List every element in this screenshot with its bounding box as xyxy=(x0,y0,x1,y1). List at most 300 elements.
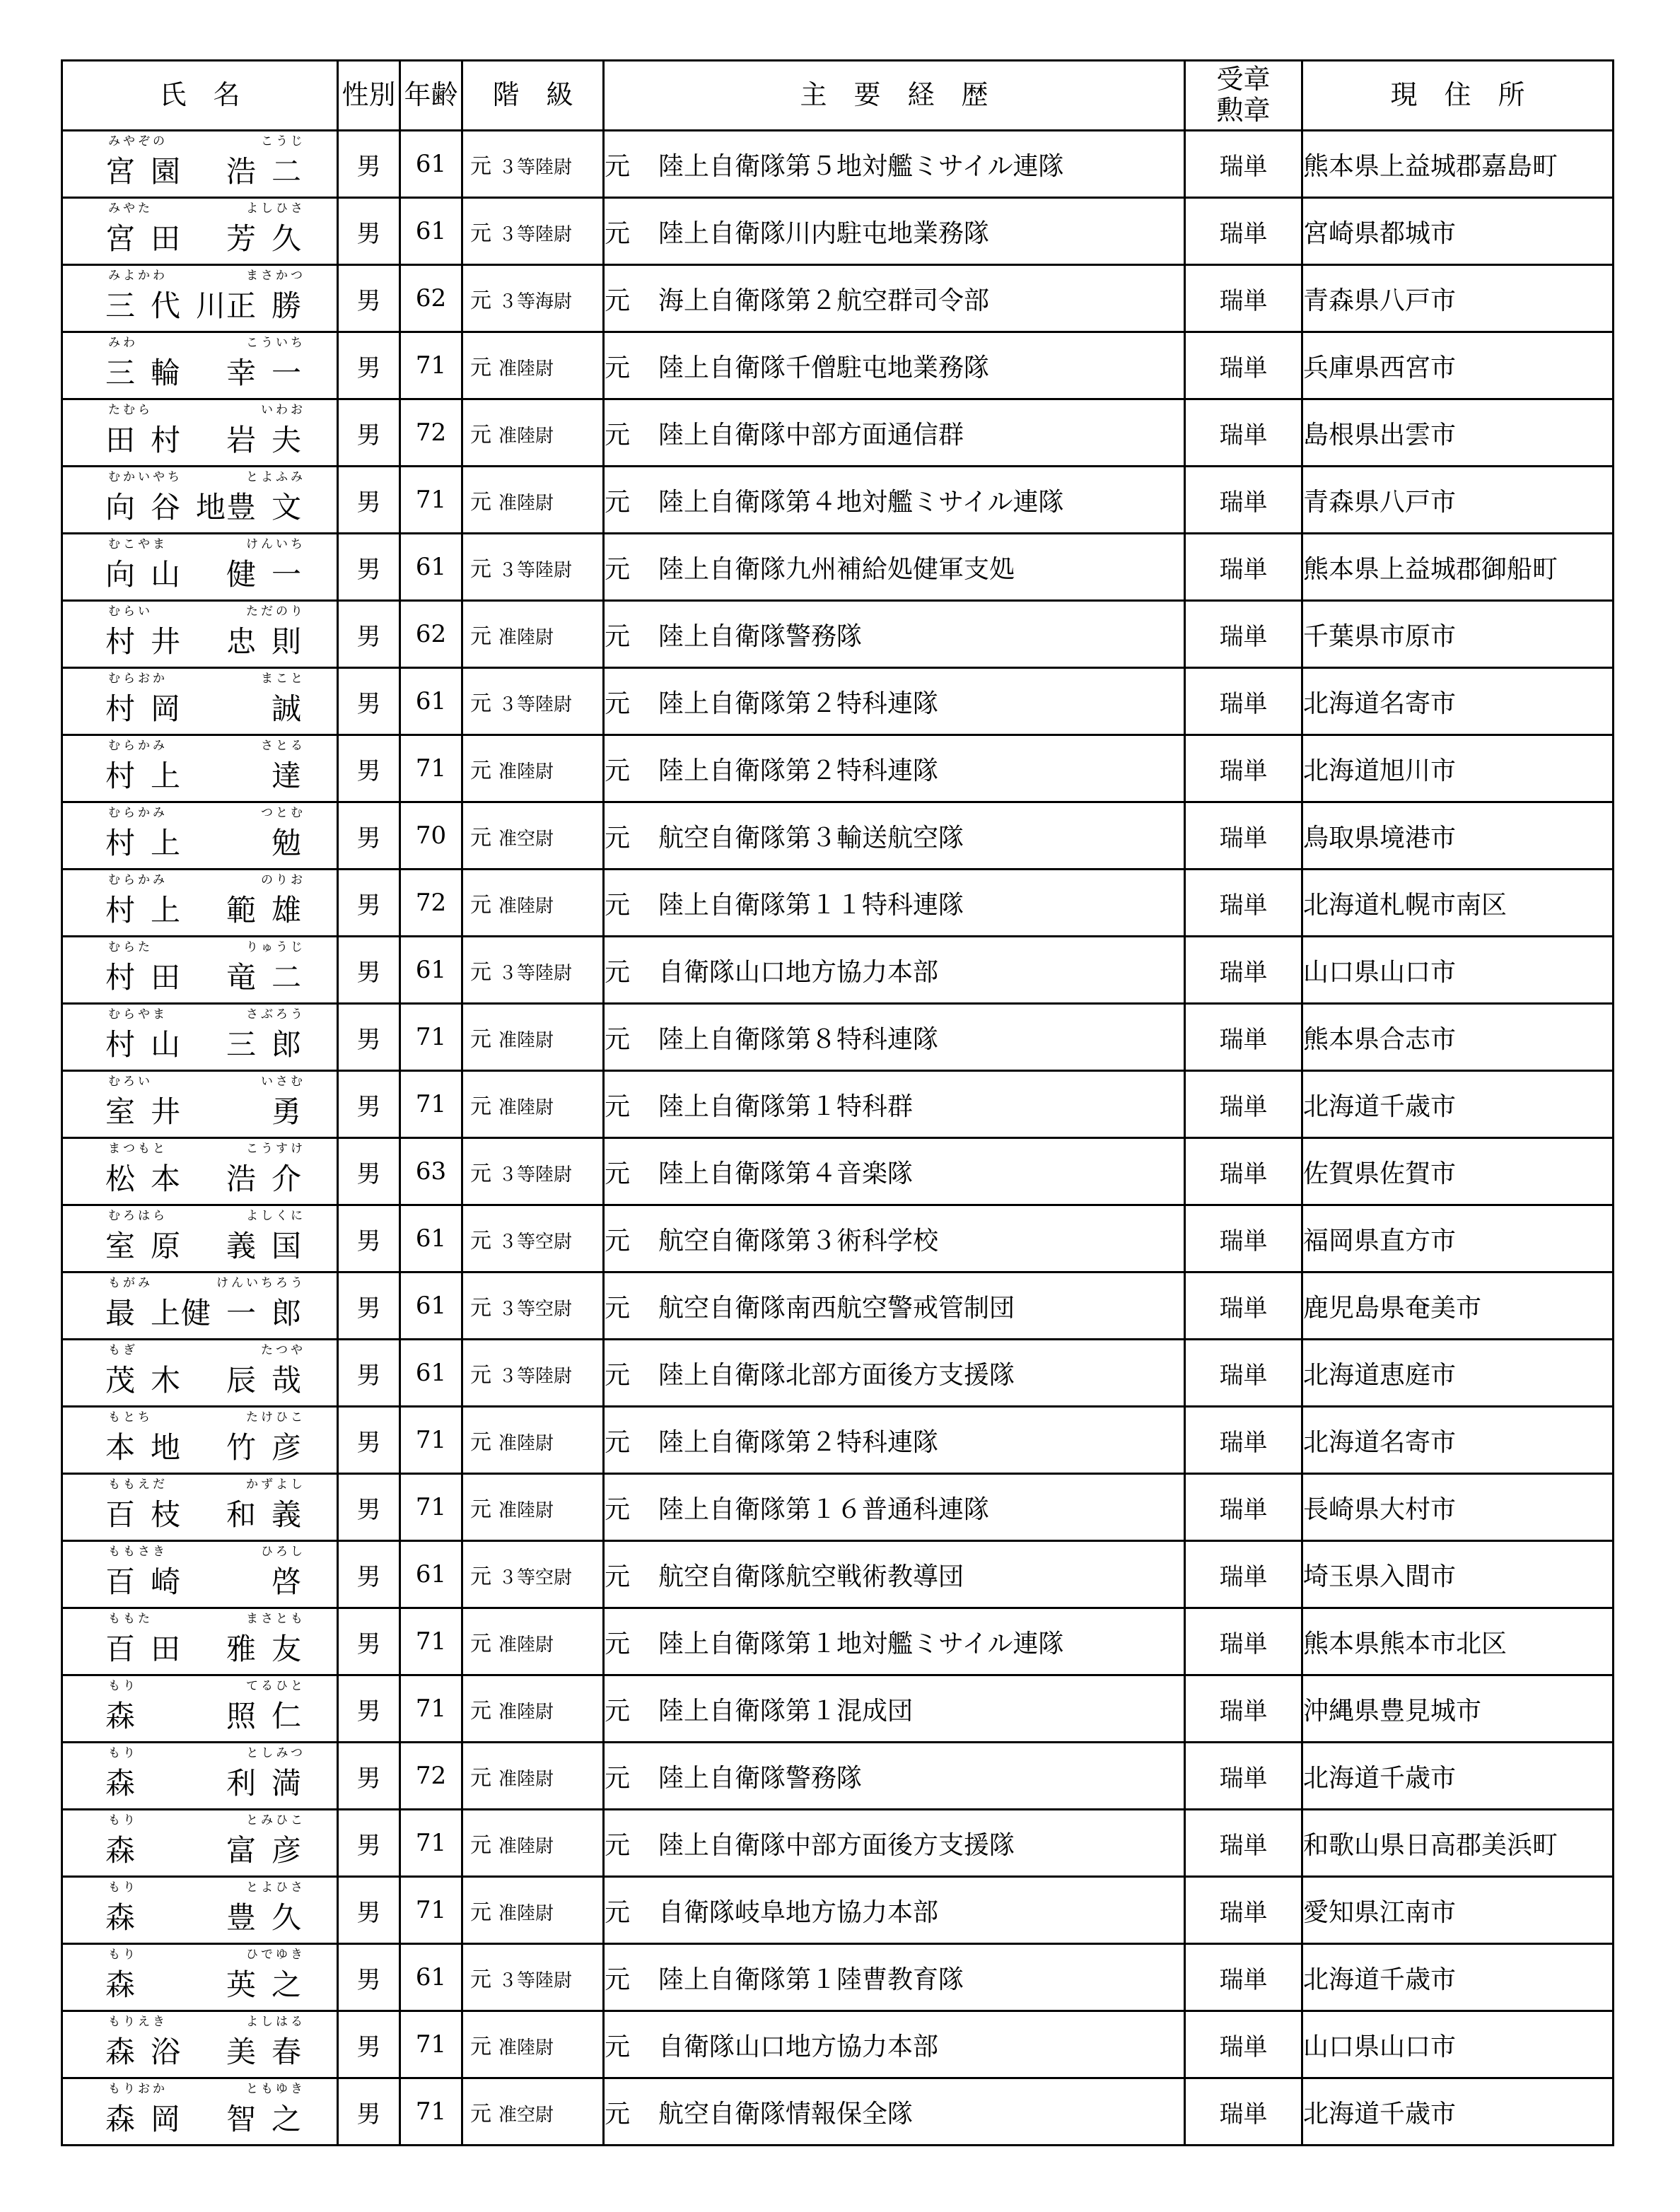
rank-cell xyxy=(462,467,604,534)
career-value: 航空自衛隊第３輸送航空隊 xyxy=(658,823,964,853)
name-wrap xyxy=(63,1005,337,1070)
career-cell xyxy=(604,1541,1185,1608)
rank-value: 准陸尉 xyxy=(498,1097,554,1118)
name-cell xyxy=(62,1071,338,1138)
table-row xyxy=(62,1071,1614,1138)
career-cell xyxy=(604,1340,1185,1407)
table-row xyxy=(62,1272,1614,1340)
name-wrap xyxy=(63,1408,337,1473)
career-cell xyxy=(604,534,1185,601)
given-name-reading: たつや xyxy=(261,1343,305,1357)
rank-value: 准陸尉 xyxy=(498,426,554,447)
given-name-reading: ひでゆき xyxy=(246,1948,305,1962)
surname: 村田 xyxy=(105,960,197,995)
career-value: 陸上自衛隊第４音楽隊 xyxy=(658,1159,914,1188)
given-name: 英之 xyxy=(226,1967,317,2002)
address-cell: 北海道千歳市 xyxy=(1302,1071,1614,1138)
surname-reading: もがみ xyxy=(108,1276,153,1290)
rank-value: ３等陸尉 xyxy=(498,157,573,178)
rank-prefix: 元 xyxy=(470,624,491,649)
given-name-reading: けんいちろう xyxy=(216,1276,305,1290)
medal-cell: 瑞単 xyxy=(1185,1675,1302,1743)
career-cell xyxy=(604,1608,1185,1675)
name-cell xyxy=(62,1877,338,1944)
career-value: 陸上自衛隊第２特科連隊 xyxy=(658,1427,939,1457)
table-row xyxy=(62,870,1614,937)
career-value: 航空自衛隊航空戦術教導団 xyxy=(658,1562,964,1591)
rank-cell xyxy=(462,735,604,802)
sex-cell: 男 xyxy=(338,2078,400,2146)
address-cell: 北海道恵庭市 xyxy=(1302,1340,1614,1407)
sex-cell: 男 xyxy=(338,534,400,601)
career-cell xyxy=(604,601,1185,668)
given-name-reading: けんいち xyxy=(246,537,305,551)
given-name: 幸一 xyxy=(226,356,317,390)
age-cell: 71 xyxy=(400,332,462,399)
surname: 室井 xyxy=(105,1094,197,1129)
career-prefix: 元 xyxy=(605,1427,631,1457)
age-cell: 61 xyxy=(400,1541,462,1608)
rank-cell xyxy=(462,1944,604,2011)
name-cell xyxy=(62,1138,338,1205)
career-value: 陸上自衛隊川内駐屯地業務隊 xyxy=(658,218,990,248)
career-value: 自衛隊山口地方協力本部 xyxy=(658,957,939,987)
medal-cell: 瑞単 xyxy=(1185,1608,1302,1675)
career-prefix: 元 xyxy=(605,420,631,450)
table-row xyxy=(62,1340,1614,1407)
rank-value: ３等空尉 xyxy=(498,1231,573,1253)
age-cell: 61 xyxy=(400,131,462,198)
given-name-reading: ともゆき xyxy=(246,2082,305,2096)
sex-cell: 男 xyxy=(338,198,400,265)
name-cell xyxy=(62,735,338,802)
given-name-reading: とよふみ xyxy=(246,470,305,484)
header-row xyxy=(62,61,1614,131)
name-wrap xyxy=(63,1139,337,1204)
given-name-reading: のりお xyxy=(261,873,305,887)
address-cell: 宮崎県都城市 xyxy=(1302,198,1614,265)
medal-cell: 瑞単 xyxy=(1185,332,1302,399)
address-cell: 熊本県合志市 xyxy=(1302,1004,1614,1071)
table-row xyxy=(62,131,1614,198)
surname: 室原 xyxy=(105,1229,197,1263)
name-wrap xyxy=(63,1273,337,1338)
rank-prefix: 元 xyxy=(470,154,491,179)
rank-value: ３等陸尉 xyxy=(498,1970,573,1991)
rank-cell xyxy=(462,1743,604,1810)
given-name: 智之 xyxy=(226,2102,317,2136)
table-row xyxy=(62,467,1614,534)
rank-cell xyxy=(462,1877,604,1944)
sex-cell: 男 xyxy=(338,1205,400,1272)
rank-cell xyxy=(462,1675,604,1743)
rank-value: 准陸尉 xyxy=(498,1500,554,1521)
career-cell xyxy=(604,735,1185,802)
name-wrap xyxy=(63,1810,337,1875)
surname: 村上 xyxy=(105,893,197,927)
table-row xyxy=(62,937,1614,1004)
surname-reading: まつもと xyxy=(108,1142,168,1156)
surname: 百田 xyxy=(105,1632,197,1666)
rank-cell xyxy=(462,399,604,467)
given-name-reading: さとる xyxy=(261,739,305,753)
surname: 向谷地 xyxy=(105,490,242,525)
address-cell: 熊本県熊本市北区 xyxy=(1302,1608,1614,1675)
table-row xyxy=(62,2078,1614,2146)
table-row xyxy=(62,1675,1614,1743)
given-name-reading: かずよし xyxy=(246,1477,305,1492)
surname: 茂木 xyxy=(105,1363,197,1398)
name-cell xyxy=(62,802,338,870)
given-name: 利満 xyxy=(226,1766,317,1801)
table-row xyxy=(62,1138,1614,1205)
career-cell xyxy=(604,1071,1185,1138)
name-cell xyxy=(62,2078,338,2146)
rank-cell xyxy=(462,1541,604,1608)
sex-cell: 男 xyxy=(338,937,400,1004)
medal-cell: 瑞単 xyxy=(1185,1205,1302,1272)
given-name-reading: まさとも xyxy=(246,1612,305,1626)
career-value: 海上自衛隊第２航空群司令部 xyxy=(658,286,990,315)
rank-value: 准陸尉 xyxy=(498,358,554,380)
given-name-reading: てるひと xyxy=(246,1679,305,1693)
table-row xyxy=(62,1474,1614,1541)
given-name: 啓 xyxy=(271,1564,317,1599)
medal-cell: 瑞単 xyxy=(1185,1810,1302,1877)
surname: 宮園 xyxy=(105,154,197,189)
career-prefix: 元 xyxy=(605,1830,631,1860)
age-cell: 61 xyxy=(400,937,462,1004)
career-prefix: 元 xyxy=(605,689,631,718)
name-cell xyxy=(62,1944,338,2011)
medal-cell: 瑞単 xyxy=(1185,265,1302,332)
rank-value: ３等陸尉 xyxy=(498,560,573,581)
age-cell: 62 xyxy=(400,265,462,332)
rank-cell xyxy=(462,1810,604,1877)
career-cell xyxy=(604,2011,1185,2078)
address-cell: 埼玉県入間市 xyxy=(1302,1541,1614,1608)
surname: 百枝 xyxy=(105,1497,197,1532)
given-name: 義国 xyxy=(226,1229,317,1263)
surname: 村上 xyxy=(105,759,197,793)
rank-cell xyxy=(462,1608,604,1675)
given-name: 達 xyxy=(271,759,317,793)
given-name: 正勝 xyxy=(226,288,317,323)
career-value: 陸上自衛隊第１地対艦ミサイル連隊 xyxy=(658,1629,1064,1658)
age-cell: 71 xyxy=(400,1810,462,1877)
surname-reading: むろい xyxy=(108,1075,153,1089)
rank-prefix: 元 xyxy=(470,1766,491,1791)
age-cell: 71 xyxy=(400,1608,462,1675)
medal-cell: 瑞単 xyxy=(1185,399,1302,467)
name-cell xyxy=(62,1474,338,1541)
career-prefix: 元 xyxy=(605,2099,631,2129)
surname-reading: もりおか xyxy=(108,2082,168,2096)
career-value: 陸上自衛隊北部方面後方支援隊 xyxy=(658,1360,1015,1390)
career-prefix: 元 xyxy=(605,353,631,382)
given-name-reading: まこと xyxy=(261,672,305,686)
name-cell xyxy=(62,534,338,601)
career-cell xyxy=(604,198,1185,265)
career-prefix: 元 xyxy=(605,1562,631,1591)
career-prefix: 元 xyxy=(605,1226,631,1256)
age-cell: 71 xyxy=(400,2078,462,2146)
surname-reading: みよかわ xyxy=(108,269,168,283)
rank-value: 准空尉 xyxy=(498,829,554,850)
career-cell xyxy=(604,265,1185,332)
name-cell xyxy=(62,198,338,265)
surname-reading: みやぞの xyxy=(108,134,168,148)
address-cell: 熊本県上益城郡御船町 xyxy=(1302,534,1614,601)
rank-prefix: 元 xyxy=(470,1564,491,1589)
surname: 森 xyxy=(105,1900,151,1935)
career-value: 陸上自衛隊中部方面通信群 xyxy=(658,420,964,450)
table-row xyxy=(62,1608,1614,1675)
career-cell xyxy=(604,467,1185,534)
given-name-reading: こういち xyxy=(246,336,305,350)
surname-reading: ももえだ xyxy=(108,1477,168,1492)
table-row xyxy=(62,1810,1614,1877)
age-cell: 61 xyxy=(400,1205,462,1272)
surname: 向山 xyxy=(105,557,197,592)
rank-value: ３等空尉 xyxy=(498,1299,573,1320)
rank-value: ３等空尉 xyxy=(498,1567,573,1588)
table-row xyxy=(62,332,1614,399)
rank-prefix: 元 xyxy=(470,1430,491,1455)
name-wrap xyxy=(63,467,337,532)
table-row xyxy=(62,1877,1614,1944)
age-cell: 61 xyxy=(400,1272,462,1340)
name-wrap xyxy=(63,266,337,331)
career-cell xyxy=(604,937,1185,1004)
rank-value: ３等陸尉 xyxy=(498,1366,573,1387)
name-wrap xyxy=(63,736,337,801)
medal-cell: 瑞単 xyxy=(1185,1944,1302,2011)
given-name: 雅友 xyxy=(226,1632,317,1666)
given-name: 芳久 xyxy=(226,221,317,256)
age-cell: 71 xyxy=(400,1877,462,1944)
sex-cell: 男 xyxy=(338,1138,400,1205)
sex-cell: 男 xyxy=(338,1743,400,1810)
address-cell: 北海道千歳市 xyxy=(1302,1944,1614,2011)
address-cell: 兵庫県西宮市 xyxy=(1302,332,1614,399)
surname: 村山 xyxy=(105,1027,197,1062)
name-cell xyxy=(62,2011,338,2078)
sex-cell: 男 xyxy=(338,735,400,802)
name-wrap xyxy=(63,602,337,667)
sex-cell: 男 xyxy=(338,265,400,332)
career-prefix: 元 xyxy=(605,218,631,248)
address-cell: 鹿児島県奄美市 xyxy=(1302,1272,1614,1340)
address-cell: 千葉県市原市 xyxy=(1302,601,1614,668)
career-value: 陸上自衛隊第５地対艦ミサイル連隊 xyxy=(658,151,1064,181)
address-cell: 和歌山県日高郡美浜町 xyxy=(1302,1810,1614,1877)
rank-cell xyxy=(462,265,604,332)
rank-prefix: 元 xyxy=(470,1363,491,1388)
medal-cell: 瑞単 xyxy=(1185,1138,1302,1205)
surname-reading: ももさき xyxy=(108,1545,168,1559)
career-prefix: 元 xyxy=(605,1965,631,1994)
surname-reading: ももた xyxy=(108,1612,153,1626)
header-rank: 階 級 xyxy=(462,61,604,131)
career-value: 陸上自衛隊千僧駐屯地業務隊 xyxy=(658,353,990,382)
sex-cell: 男 xyxy=(338,1608,400,1675)
given-name: 健一 xyxy=(226,557,317,592)
rank-prefix: 元 xyxy=(470,2102,491,2126)
career-prefix: 元 xyxy=(605,2032,631,2061)
name-wrap xyxy=(63,2012,337,2077)
rank-prefix: 元 xyxy=(470,557,491,582)
medal-cell: 瑞単 xyxy=(1185,937,1302,1004)
rank-cell xyxy=(462,2011,604,2078)
header-medal xyxy=(1185,61,1302,131)
career-prefix: 元 xyxy=(605,487,631,517)
career-cell xyxy=(604,2078,1185,2146)
given-name: 照仁 xyxy=(226,1699,317,1733)
rank-prefix: 元 xyxy=(470,356,491,380)
name-cell xyxy=(62,1743,338,1810)
name-wrap xyxy=(63,1609,337,1674)
table-row xyxy=(62,802,1614,870)
sex-cell: 男 xyxy=(338,1944,400,2011)
age-cell: 71 xyxy=(400,1004,462,1071)
surname-reading: もり xyxy=(108,1679,138,1693)
given-name-reading: ひろし xyxy=(261,1545,305,1559)
header-career: 主 要 経 歴 xyxy=(604,61,1185,131)
medal-cell: 瑞単 xyxy=(1185,1272,1302,1340)
sex-cell: 男 xyxy=(338,399,400,467)
medal-cell: 瑞単 xyxy=(1185,467,1302,534)
medal-cell: 瑞単 xyxy=(1185,870,1302,937)
given-name: 勉 xyxy=(271,826,317,860)
surname-reading: もり xyxy=(108,1813,138,1827)
career-cell xyxy=(604,1205,1185,1272)
rank-prefix: 元 xyxy=(470,1161,491,1186)
table-row xyxy=(62,668,1614,735)
sex-cell: 男 xyxy=(338,1675,400,1743)
rank-value: ３等陸尉 xyxy=(498,224,573,245)
rank-prefix: 元 xyxy=(470,1699,491,1724)
name-cell xyxy=(62,1004,338,1071)
address-cell: 熊本県上益城郡嘉島町 xyxy=(1302,131,1614,198)
surname-reading: もり xyxy=(108,1880,138,1895)
header-medal-line2: 勲章 xyxy=(1216,95,1271,126)
surname-reading: むらた xyxy=(108,940,153,954)
career-value: 自衛隊山口地方協力本部 xyxy=(658,2032,939,2061)
given-name-reading: こうすけ xyxy=(246,1142,305,1156)
medal-cell: 瑞単 xyxy=(1185,1071,1302,1138)
career-value: 自衛隊岐阜地方協力本部 xyxy=(658,1897,939,1927)
address-cell: 青森県八戸市 xyxy=(1302,265,1614,332)
career-prefix: 元 xyxy=(605,1897,631,1927)
name-wrap xyxy=(63,1475,337,1540)
medal-cell: 瑞単 xyxy=(1185,131,1302,198)
career-cell xyxy=(604,668,1185,735)
surname-reading: むらかみ xyxy=(108,873,168,887)
career-value: 航空自衛隊第３術科学校 xyxy=(658,1226,939,1256)
career-cell xyxy=(604,399,1185,467)
career-value: 陸上自衛隊警務隊 xyxy=(658,1763,863,1793)
age-cell: 70 xyxy=(400,802,462,870)
rank-value: 准陸尉 xyxy=(498,1903,554,1924)
career-value: 陸上自衛隊第８特科連隊 xyxy=(658,1024,939,1054)
name-wrap xyxy=(63,534,337,599)
surname: 百崎 xyxy=(105,1564,197,1599)
sex-cell: 男 xyxy=(338,1810,400,1877)
sex-cell: 男 xyxy=(338,131,400,198)
career-prefix: 元 xyxy=(605,1763,631,1793)
age-cell: 61 xyxy=(400,1340,462,1407)
rank-value: ３等陸尉 xyxy=(498,963,573,984)
sex-cell: 男 xyxy=(338,668,400,735)
name-wrap xyxy=(63,1945,337,2010)
name-wrap xyxy=(63,400,337,465)
address-cell: 北海道名寄市 xyxy=(1302,1407,1614,1474)
career-prefix: 元 xyxy=(605,151,631,181)
career-prefix: 元 xyxy=(605,1293,631,1323)
age-cell: 71 xyxy=(400,467,462,534)
address-cell: 島根県出雲市 xyxy=(1302,399,1614,467)
rank-prefix: 元 xyxy=(470,490,491,515)
medal-cell: 瑞単 xyxy=(1185,1340,1302,1407)
surname: 森 xyxy=(105,1967,151,2002)
sex-cell: 男 xyxy=(338,1407,400,1474)
given-name: 岩夫 xyxy=(226,423,317,457)
career-cell xyxy=(604,1810,1185,1877)
medal-cell: 瑞単 xyxy=(1185,1407,1302,1474)
name-wrap xyxy=(63,803,337,868)
rank-cell xyxy=(462,1138,604,1205)
career-cell xyxy=(604,1944,1185,2011)
age-cell: 61 xyxy=(400,534,462,601)
rank-cell xyxy=(462,937,604,1004)
career-cell xyxy=(604,1675,1185,1743)
rank-cell xyxy=(462,601,604,668)
medal-cell: 瑞単 xyxy=(1185,1541,1302,1608)
career-value: 陸上自衛隊第２特科連隊 xyxy=(658,689,939,718)
given-name: 健一郎 xyxy=(180,1296,317,1330)
rank-prefix: 元 xyxy=(470,826,491,850)
table-row xyxy=(62,1205,1614,1272)
given-name-reading: さぶろう xyxy=(246,1007,305,1022)
given-name-reading: まさかつ xyxy=(246,269,305,283)
table-row xyxy=(62,1004,1614,1071)
age-cell: 71 xyxy=(400,1071,462,1138)
given-name-reading: たけひこ xyxy=(246,1410,305,1424)
rank-value: 准陸尉 xyxy=(498,493,554,514)
name-cell xyxy=(62,870,338,937)
name-wrap xyxy=(63,199,337,264)
sex-cell: 男 xyxy=(338,2011,400,2078)
given-name-reading: よしひさ xyxy=(246,201,305,216)
age-cell: 71 xyxy=(400,1675,462,1743)
age-cell: 72 xyxy=(400,399,462,467)
medal-cell: 瑞単 xyxy=(1185,802,1302,870)
surname: 宮田 xyxy=(105,221,197,256)
sex-cell: 男 xyxy=(338,1071,400,1138)
name-wrap xyxy=(63,669,337,734)
rank-cell xyxy=(462,198,604,265)
career-cell xyxy=(604,1474,1185,1541)
name-cell xyxy=(62,1205,338,1272)
surname: 森浴 xyxy=(105,2035,197,2069)
rank-cell xyxy=(462,1340,604,1407)
career-value: 航空自衛隊南西航空警戒管制団 xyxy=(658,1293,1015,1323)
career-value: 陸上自衛隊第１１特科連隊 xyxy=(658,890,964,920)
table-row xyxy=(62,2011,1614,2078)
career-prefix: 元 xyxy=(605,890,631,920)
sex-cell: 男 xyxy=(338,601,400,668)
